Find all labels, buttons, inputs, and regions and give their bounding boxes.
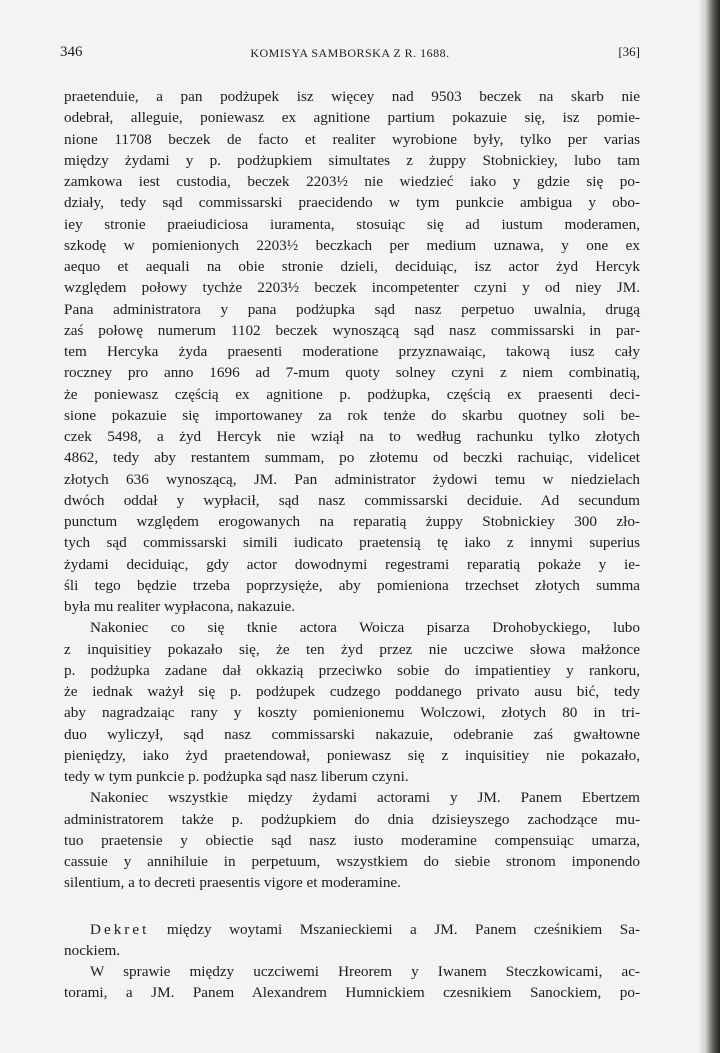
- text-line: praetenduie, a pan podżupek isz więcey nad 9503 beczek na skarb nie: [64, 88, 640, 105]
- text-line: tych sąd commissarski simili iudicato praetensią tę iako z innymi superius: [64, 534, 640, 552]
- text-line: z inquisitiey pokazało się, że ten żyd przez nie uczciwe słowa małżonce: [64, 640, 640, 658]
- text-line: nockiem.: [64, 941, 121, 959]
- text-line: zamkowa iest custodia, beczek 2203½ nie wiedzieć iako y gdzie się po-: [64, 173, 640, 190]
- decree-heading-rest: między woytami Mszanieckiemi a JM. Panem cześnikiem Sa-: [166, 920, 641, 938]
- paragraph-2: [64, 617, 640, 787]
- text-line: W sprawie między uczciwemi Hreorem y Iwanem Steczkowicami, ac-: [90, 963, 640, 980]
- running-title: KOMISYA SAMBORSKA Z R. 1688.: [250, 46, 450, 60]
- text-line: torami, a JM. Panem Alexandrem Humnickiem czesnikiem Sanockiem, po-: [64, 984, 640, 1002]
- text-line: 4862, tedy aby restantem summam, po złotemu od beczki rachuiąc, videlicet: [64, 449, 640, 467]
- decree-word: Dekret: [90, 920, 150, 938]
- text-line: duo wyliczył, sąd nasz commissarski nakazuie, odebranie zaś gwałtowne: [64, 725, 640, 743]
- text-line: czek 5498, a żyd Hercyk nie wziął na to według rachunku tylko złotych: [64, 428, 640, 445]
- text-line: żydami deciduiąc, gdy actor dowodnymi regestrami reparatią pokaże y ie-: [64, 555, 640, 573]
- text-line: punctum względem erogowanych na reparatią żuppy Stobnickiey 300 zło-: [64, 513, 640, 530]
- text-line: aequo et aequali na obie stronie dzieli, deciduiąc, isz actor żyd Hercyk: [64, 258, 640, 275]
- text-line: [64, 919, 640, 940]
- page-body: [64, 86, 640, 1004]
- text-line: roczney pro anno 1696 ad 7-mum quoty solney czyni z niem combinatią,: [64, 364, 640, 382]
- text-line: była mu realiter wypłacona, nakazuie.: [64, 598, 296, 615]
- book-binding-edge: [698, 0, 720, 1053]
- text-line: tem Hercyka żyda praesenti moderatione przyznawaiąc, takową iusz cały: [64, 343, 640, 360]
- text-line: tuo praetensie y obiectie sąd nasz iusto moderamine compensuiąc umarza,: [64, 831, 640, 849]
- text-line: cassuie y annihiluie in perpetuum, wszystkiem do siebie stronom imponendo: [64, 853, 640, 870]
- page-header: [60, 44, 640, 64]
- text-line: nione 11708 beczek de facto et realiter wyrobione były, tylko per varias: [64, 130, 640, 148]
- text-line: względem połowy tychże 2203½ beczek incompetenter czyni y od niey JM.: [64, 279, 640, 297]
- text-line: aby nagradzaiąc rany y koszty pomienionemu Wolczowi, złotych 80 in tri-: [64, 704, 640, 722]
- text-line: że iednak ważył się p. podżupek cudzego poddanego privato ausu bić, tedy: [64, 683, 640, 700]
- text-line: Nakoniec co się tknie actora Woicza pisarza Drohobyckiego, lubo: [90, 619, 640, 637]
- text-line: że poniewasz częścią ex agnitione p. podżupka, częścią ex praesenti deci-: [64, 385, 640, 403]
- text-line: silentium, a to decreti praesentis vigore et moderamine.: [64, 874, 401, 892]
- text-line: złotych 636 wynoszącą, JM. Pan administrator żydowi temu w niedzielach: [64, 470, 640, 488]
- text-line: śli tego będzie trzeba poprzysięże, aby pomieniona trzechset złotych summa: [64, 576, 640, 594]
- text-line: szkodę w pomienionych 2203½ beczkach per medium uznawa, y one ex: [64, 236, 640, 254]
- text-line: administratorem także p. podżupkiem do dnia dzisieyszego zachodzące mu-: [64, 810, 640, 828]
- paragraph-5: [64, 961, 640, 1004]
- text-line: dwóch oddał y wypłacił, sąd nasz commissarski deciduie. Ad secundum: [64, 491, 640, 509]
- text-line: odebrał, alleguie, poniewasz ex agnitione partium pokazuie się, isz pomie-: [64, 109, 640, 127]
- text-line: p. podżupka zadane dał okkazią przeciwko sobie do impatientiey y rankoru,: [64, 661, 640, 679]
- text-line: Pana administratora y pana podżupka sąd nasz perpetuo uwalnia, drugą: [64, 300, 640, 318]
- text-line: między żydami y p. podżupkiem simultates z żuppy Stobnickiey, lubo tam: [64, 151, 640, 169]
- page-number: 346: [60, 44, 83, 60]
- paragraph-3: [64, 787, 640, 893]
- paragraph-1: [64, 86, 640, 617]
- text-line: tedy w tym punkcie p. podżupka sąd nasz liberum czyni.: [64, 768, 409, 785]
- paragraph-gap: [64, 894, 640, 919]
- paragraph-4-decree-heading: [64, 919, 640, 962]
- text-line: iey stronie praeiudiciosa iuramenta, stosuiąc się ad iustum moderamen,: [64, 215, 640, 233]
- text-line: sione pokazuie się importowaney za rok tenże do skarbu quotney soli be-: [64, 406, 640, 424]
- text-line: zaś połowę numerum 1102 beczek wynoszącą sąd nasz commissarski in par-: [64, 321, 640, 339]
- section-number: [36]: [618, 44, 640, 59]
- text-line: pieniędzy, iako żyd praetendował, poniewasz się z inquisitiey nie pokazało,: [64, 746, 640, 764]
- text-line: Nakoniec wszystkie między żydami actorami y JM. Panem Ebertzem: [90, 789, 640, 807]
- text-line: działy, tedy sąd commissarski praecidendo w tym punkcie ambigua y obo-: [64, 194, 640, 212]
